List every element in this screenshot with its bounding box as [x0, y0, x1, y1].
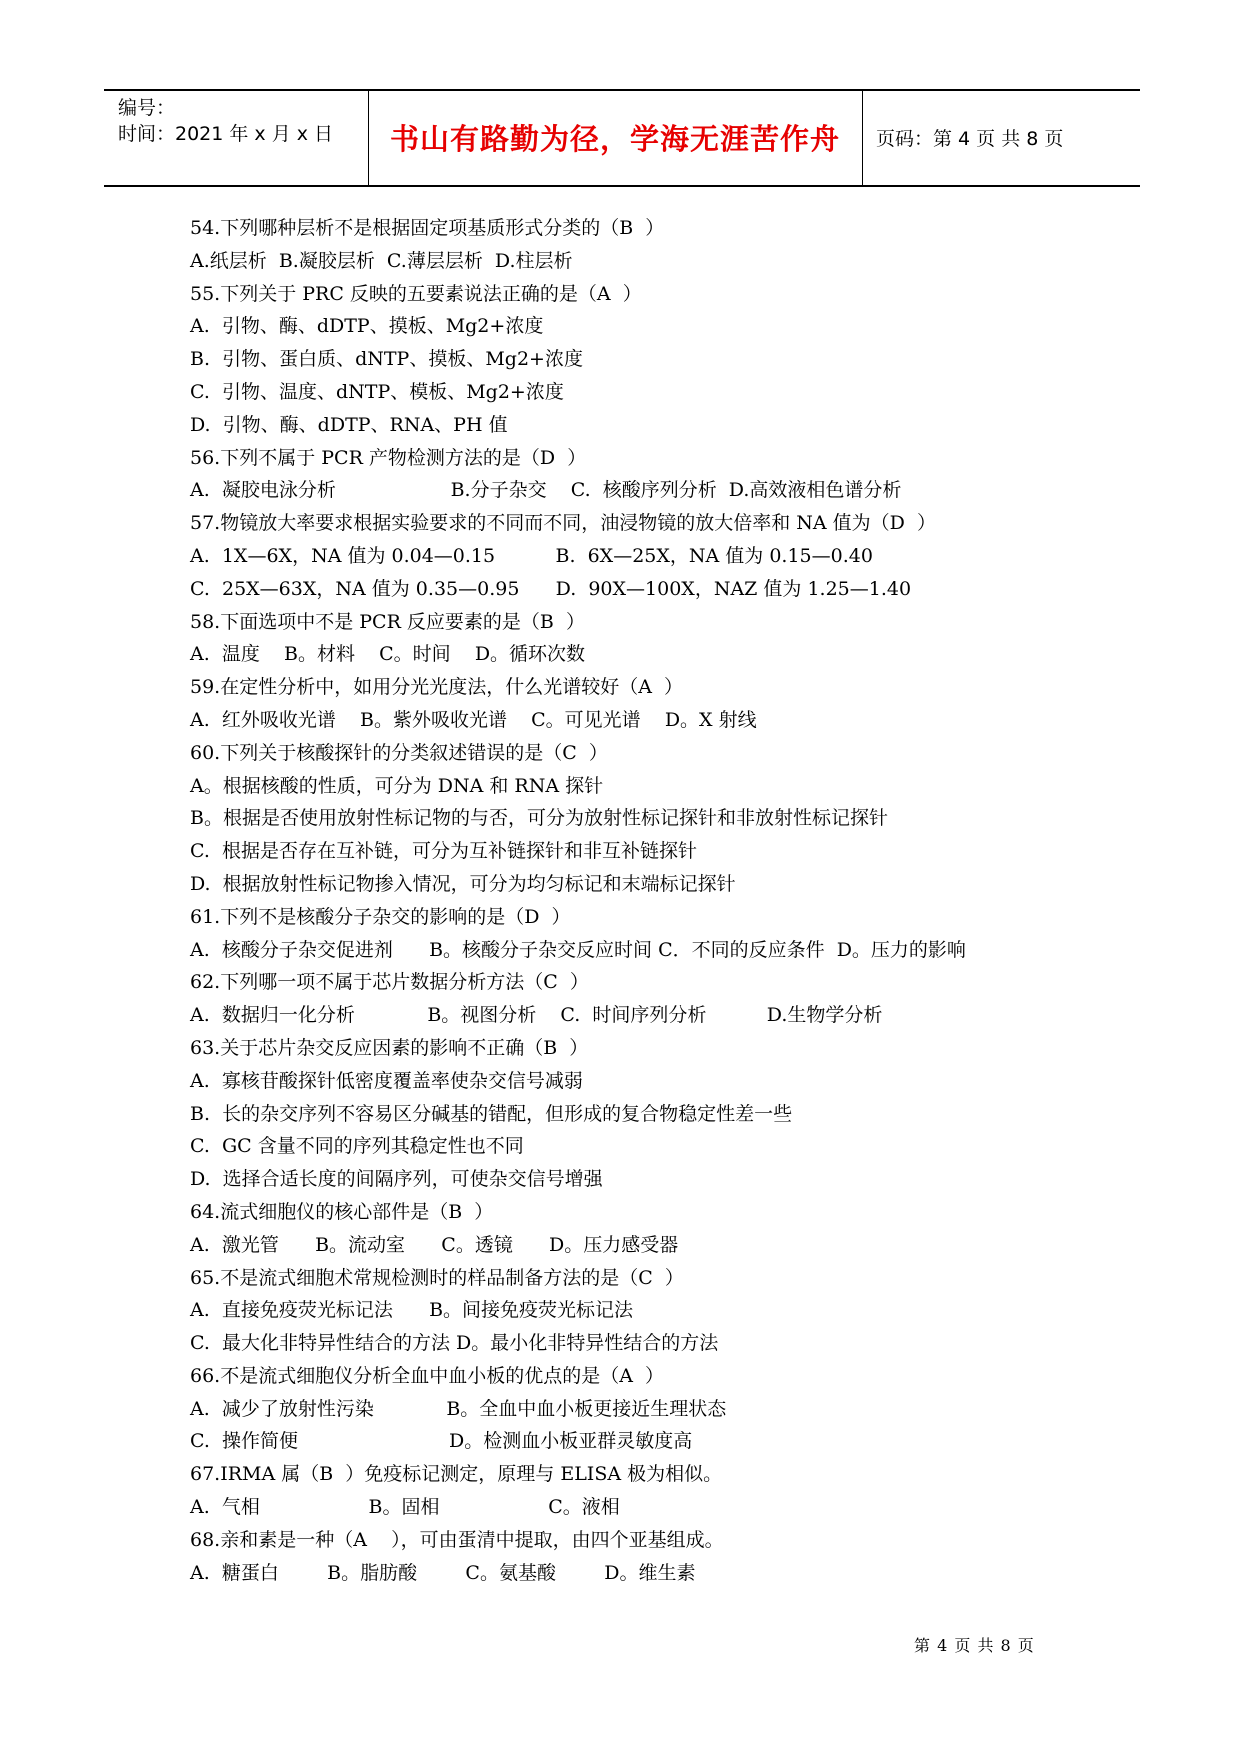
option-line: A. 凝胶电泳分析 B.分子杂交 C. 核酸序列分析 D.高效液相色谱分析 — [190, 479, 902, 502]
question-text: 66.不是流式细胞仪分析全血中血小板的优点的是（A ） — [190, 1364, 665, 1387]
question-text: 68.亲和素是一种（A ），可由蛋清中提取，由四个亚基组成。 — [190, 1528, 724, 1551]
option-line: D. 根据放射性标记物掺入情况，可分为均匀标记和末端标记探针 — [190, 872, 736, 895]
option-line: A. 引物、酶、dDTP、摸板、Mg2+浓度 — [190, 315, 544, 338]
option-line: C. GC 含量不同的序列其稳定性也不同 — [190, 1135, 524, 1158]
option-line: C. 根据是否存在互补链，可分为互补链探针和非互补链探针 — [190, 840, 697, 863]
question-text: 58.下面选项中不是 PCR 反应要素的是（B ） — [190, 610, 585, 633]
option-line: C. 25X—63X，NA 值为 0.35—0.95 D. 90X—100X，NAZ 值为 1.25—1.40 — [190, 577, 912, 600]
page-code: 页码：第 4 页 共 8 页 — [876, 128, 1064, 150]
time-label: 时间：2021 年 x 月 x 日 — [118, 123, 334, 145]
page-header — [104, 89, 1140, 187]
header-info-cell — [104, 91, 369, 185]
option-line: D. 选择合适长度的间隔序列，可使杂交信号增强 — [190, 1168, 603, 1191]
question-text: 59.在定性分析中，如用分光光度法，什么光谱较好（A ） — [190, 676, 684, 699]
option-line: B。根据是否使用放射性标记物的与否，可分为放射性标记探针和非放射性标记探针 — [190, 807, 888, 830]
option-line: A. 核酸分子杂交促进剂 B。核酸分子杂交反应时间 C．不同的反应条件 D。压力的影响 — [190, 938, 966, 961]
page-footer: 第 4 页 共 8 页 — [914, 1636, 1035, 1655]
question-text: 63.关于芯片杂交反应因素的影响不正确（B ） — [190, 1036, 589, 1059]
option-line: A. 1X—6X，NA 值为 0.04—0.15 B. 6X—25X，NA 值为 0.15—0.40 — [190, 544, 873, 567]
question-text: 64.流式细胞仪的核心部件是（B ） — [190, 1200, 494, 1223]
question-text: 56.下列不属于 PCR 产物检测方法的是（D ） — [190, 446, 587, 469]
option-line: C. 引物、温度、dNTP、模板、Mg2+浓度 — [190, 380, 564, 403]
option-line: A。根据核酸的性质，可分为 DNA 和 RNA 探针 — [190, 774, 604, 797]
option-line: C. 操作简便 D。检测血小板亚群灵敏度高 — [190, 1430, 693, 1453]
question-text: 60.下列关于核酸探针的分类叙述错误的是（C ） — [190, 741, 608, 764]
option-line: A. 寡核苷酸探针低密度覆盖率使杂交信号减弱 — [190, 1069, 583, 1092]
option-line: A. 激光管 B。流动室 C。透镜 D。压力感受器 — [190, 1233, 679, 1256]
question-text: 67.IRMA 属（B ）免疫标记测定，原理与 ELISA 极为相似。 — [190, 1463, 723, 1486]
question-text: 65.不是流式细胞术常规检测时的样品制备方法的是（C ） — [190, 1266, 684, 1289]
question-text: 61.下列不是核酸分子杂交的影响的是（D ） — [190, 905, 571, 928]
header-page-cell — [862, 91, 1140, 185]
question-text: 57.物镜放大率要求根据实验要求的不同而不同，油浸物镜的放大倍率和 NA 值为（D ） — [190, 512, 936, 535]
motto-text: 书山有路勤为径，学海无涯苦作舟 — [389, 122, 840, 156]
number-label: 编号： — [118, 97, 176, 119]
option-line: A.纸层析 B.凝胶层析 C.薄层层析 D.柱层析 — [190, 249, 573, 272]
question-text: 54.下列哪种层析不是根据固定项基质形式分类的（B ） — [190, 217, 665, 239]
header-motto-cell — [368, 91, 863, 185]
option-line: A. 糖蛋白 B。脂肪酸 C。氨基酸 D。维生素 — [190, 1561, 696, 1584]
option-line: B. 长的杂交序列不容易区分碱基的错配，但形成的复合物稳定性差一些 — [190, 1102, 793, 1125]
option-line: A. 直接免疫荧光标记法 B。间接免疫荧光标记法 — [190, 1299, 634, 1322]
option-line: A. 温度 B。材料 C。时间 D。循环次数 — [190, 643, 586, 666]
option-line: C. 最大化非特异性结合的方法 D。最小化非特异性结合的方法 — [190, 1332, 719, 1355]
option-line: B. 引物、蛋白质、dNTP、摸板、Mg2+浓度 — [190, 348, 583, 371]
option-line: D. 引物、酶、dDTP、RNA、PH 值 — [190, 413, 508, 436]
option-line: A. 减少了放射性污染 B。全血中血小板更接近生理状态 — [190, 1397, 727, 1420]
option-line: A. 数据归一化分析 B。视图分析 C. 时间序列分析 D.生物学分析 — [190, 1004, 883, 1027]
option-line: A. 红外吸收光谱 B。紫外吸收光谱 C。可见光谱 D。X 射线 — [190, 708, 757, 731]
question-list — [190, 212, 1090, 1589]
question-text: 55.下列关于 PRC 反映的五要素说法正确的是（A ） — [190, 282, 642, 305]
option-line: A. 气相 B。固相 C。液相 — [190, 1496, 620, 1519]
question-text: 62.下列哪一项不属于芯片数据分析方法（C ） — [190, 971, 589, 994]
